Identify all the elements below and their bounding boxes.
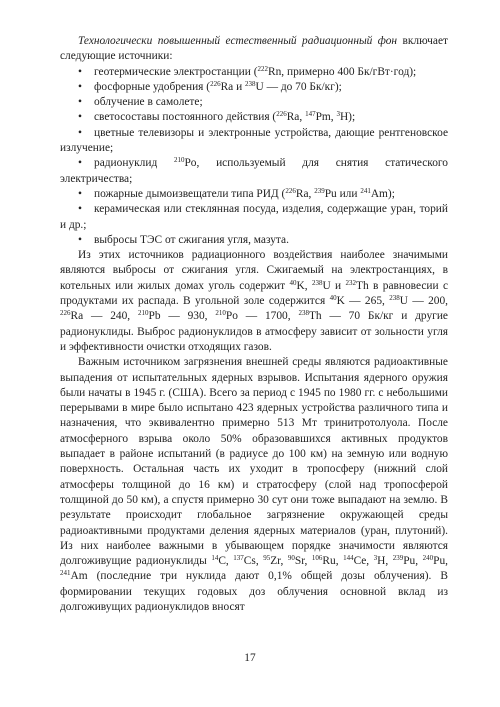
isotope-mass-number: 238 — [298, 309, 309, 318]
source-item: • фосфорные удобрения ($^{226}$Ra и $^{238}$U — до 70 Бк/кг); — [60, 80, 448, 95]
isotope-mass-number: 144 — [343, 554, 354, 563]
bullet-icon: • — [78, 187, 82, 200]
bullet-icon: • — [78, 111, 82, 124]
isotope-mass-number: 3 — [336, 110, 340, 119]
isotope-mass-number: 240 — [422, 554, 434, 563]
intro-heading: Технологически повышенный естественный радиационный фон — [78, 35, 398, 47]
isotope-mass-number: 222 — [257, 64, 268, 73]
intro-lead: включает следующие источники: — [60, 35, 448, 63]
isotope-mass-number: 226 — [60, 309, 71, 318]
source-item: • светосоставы постоянного действия ($^{226}$Ra, $^{147}$Pm, $^3$H); — [60, 110, 448, 125]
source-item: • облучение в самолете; — [60, 95, 448, 110]
isotope-mass-number: 241 — [360, 186, 371, 195]
bullet-icon: • — [78, 96, 82, 109]
bullet-icon: • — [78, 126, 82, 139]
isotope-mass-number: 137 — [233, 554, 244, 563]
body-paragraph: Важным источником загрязнения внешней среды являются радиоактивные выпадения от испытательных ядерных взрывов. Испытания ядерного оружия были начаты в 1945 г. (США). Всего за период с 1945 по 1980 гг. с небольшими перерывами в мире было испытано 423 ядерных устройства различного типа и назначения, что эквивалентно примерно 513 Мт тринитротолуола. После атмосферного взрыва около 50% образовавшихся активных продуктов выпадает в районе испытаний (в радиусе до 100 км) на земную или водную поверхность. Остальная часть их уходит в тропосферу (нижний слой атмосферы толщиной до 16 км) и стратосферу (слой над тропосферой толщиной до 50 км), а спустя примерно 30 сут они тоже выпадают на землю. В результате происходит глобальное загрязнение окружающей среды радиоактивными продуктами деления ядерных материалов (уран, плутоний). Из них наиболее важными в убывающем порядке значимости являются долгоживущие радионуклиды $^{14}$C, $^{137}$Cs, $^{95}$Zr, $^{90}$Sr, $^{106}$Ru, $^{144}$Ce, $^3$H, $^{239}$Pu, $^{240}$Pu, $^{241}$Am (последние три нуклида дают 0,1% общей дозы облучения). В формировании текущих годовых доз облучения основной вклад из долгоживущих радионуклидов вносят — [60, 356, 449, 613]
isotope-mass-number: 238 — [311, 278, 323, 287]
source-item: • пожарные дымоизвещатели типа РИД ($^{226}$Ra, $^{239}$Pu или $^{241}$Am); — [60, 187, 448, 202]
isotope-mass-number: 14 — [211, 554, 219, 563]
isotope-mass-number: 232 — [345, 278, 356, 287]
source-item: • выбросы ТЭС от сжигания угля, мазута. — [60, 233, 448, 248]
source-item: • керамическая или стеклянная посуда, изделия, содержащие уран, торий и др.; — [60, 203, 448, 231]
source-item: • цветные телевизоры и электронные устройства, дающие рентгеновское излучение; — [60, 126, 448, 155]
isotope-mass-number: 40 — [329, 294, 337, 303]
isotope-mass-number: 226 — [276, 110, 287, 119]
bullet-icon: • — [78, 157, 82, 170]
isotope-mass-number: 210 — [138, 309, 149, 318]
bullet-icon: • — [78, 233, 82, 246]
isotope-mass-number: 147 — [305, 110, 316, 119]
sources-list — [60, 65, 448, 249]
isotope-mass-number: 226 — [210, 79, 221, 88]
bullet-icon: • — [78, 80, 82, 93]
isotope-mass-number: 238 — [389, 294, 400, 303]
bullet-icon: • — [78, 65, 82, 78]
isotope-mass-number: 106 — [311, 554, 323, 563]
intro-paragraph — [60, 34, 448, 65]
bullet-icon: • — [78, 203, 82, 216]
isotope-mass-number: 210 — [215, 309, 226, 318]
source-item: • геотермические электростанции ($^{222}$Rn, примерно 400 Бк/гВт·год); — [60, 65, 448, 80]
source-item: • радионуклид $^{210}$Po, используемый для снятия статического электричества; — [60, 156, 449, 185]
body-text — [60, 248, 448, 615]
isotope-mass-number: 239 — [314, 186, 325, 195]
isotope-mass-number: 90 — [287, 554, 295, 563]
page-number: 17 — [244, 652, 256, 664]
isotope-mass-number: 95 — [263, 554, 271, 563]
isotope-mass-number: 226 — [285, 186, 296, 195]
isotope-mass-number: 239 — [392, 554, 404, 563]
isotope-mass-number: 210 — [173, 156, 185, 165]
body-paragraph: Из этих источников радиационного воздействия наиболее значимыми являются выбросы от сжигания угля. Сжигаемый на электростанциях, в котельных или жилых домах уголь содержит $^{40}$K, $^{238}$U и $^{232}$Th в равновесии с продуктами их распада. В угольной золе содержится $^{40}$K — 265, $^{238}$U — 200, $^{226}$Ra — 240, $^{210}$Pb — 930, $^{210}$Po — 1700, $^{238}$Th — 70 Бк/кг и другие радионуклиды. Выброс радионуклидов в атмосферу зависит от зольности угля и эффективности очистки отходящих газов. — [60, 249, 449, 353]
isotope-mass-number: 241 — [60, 569, 71, 578]
isotope-mass-number: 238 — [245, 79, 256, 88]
isotope-mass-number: 3 — [373, 554, 378, 563]
isotope-mass-number: 40 — [289, 278, 297, 287]
